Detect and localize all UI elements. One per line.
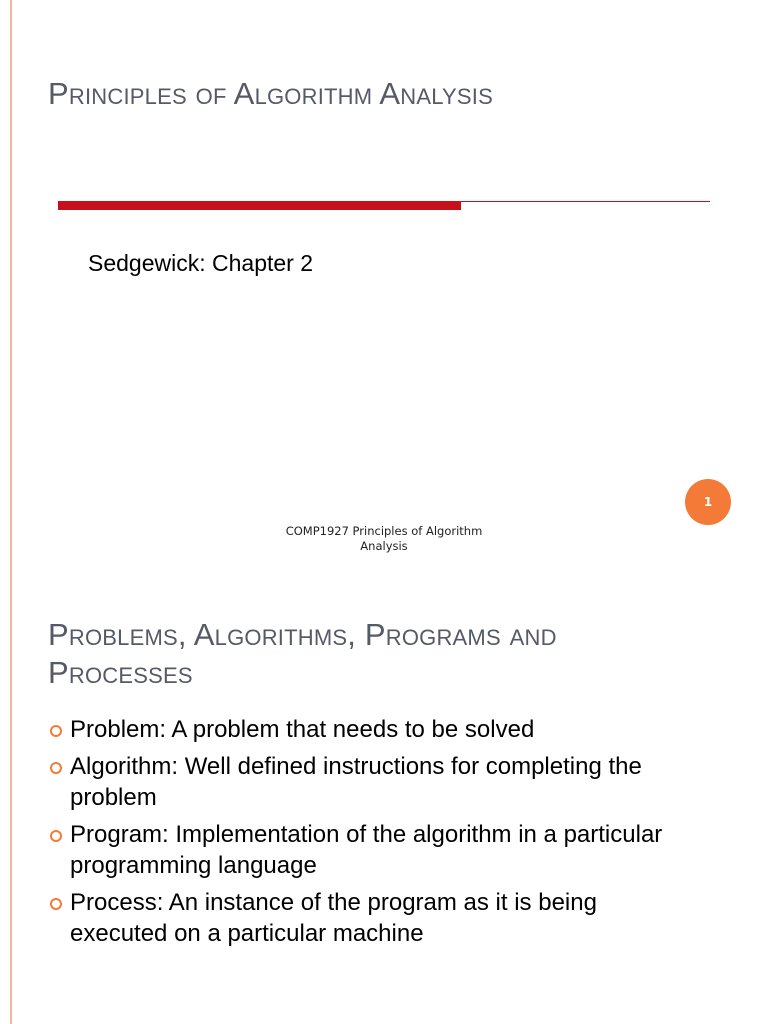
list-item	[48, 819, 668, 881]
bullet-icon	[50, 830, 62, 842]
bullet-text: Process: An instance of the program as it is being executed on a particular machine	[70, 889, 597, 947]
bullet-text: Algorithm: Well defined instructions for completing the problem	[70, 753, 642, 811]
page-number-badge: 1	[685, 479, 731, 525]
bullet-text: Problem: A problem that needs to be solved	[70, 716, 535, 743]
slide-subtitle: Sedgewick: Chapter 2	[88, 250, 314, 276]
list-item	[48, 714, 668, 745]
bullet-text: Program: Implementation of the algorithm in a particular programming language	[70, 821, 663, 879]
list-item	[48, 751, 668, 813]
bullet-icon	[50, 725, 62, 737]
list-item	[48, 887, 668, 949]
slide-left-border	[10, 576, 12, 1024]
footer-line-1: COMP1927 Principles of Algorithm	[285, 524, 483, 538]
bullet-list	[48, 714, 668, 955]
bullet-icon	[50, 762, 62, 774]
bullet-icon	[50, 898, 62, 910]
slide-left-border	[10, 0, 12, 576]
title-rule-thin	[461, 201, 710, 202]
slide-footer	[260, 524, 508, 554]
slide-title: Principles of Algorithm Analysis	[48, 76, 493, 111]
footer-line-2: Analysis	[360, 539, 408, 553]
title-rule-thick	[58, 201, 461, 210]
slide-title: Problems, Algorithms, Programs and Processes	[48, 617, 557, 690]
